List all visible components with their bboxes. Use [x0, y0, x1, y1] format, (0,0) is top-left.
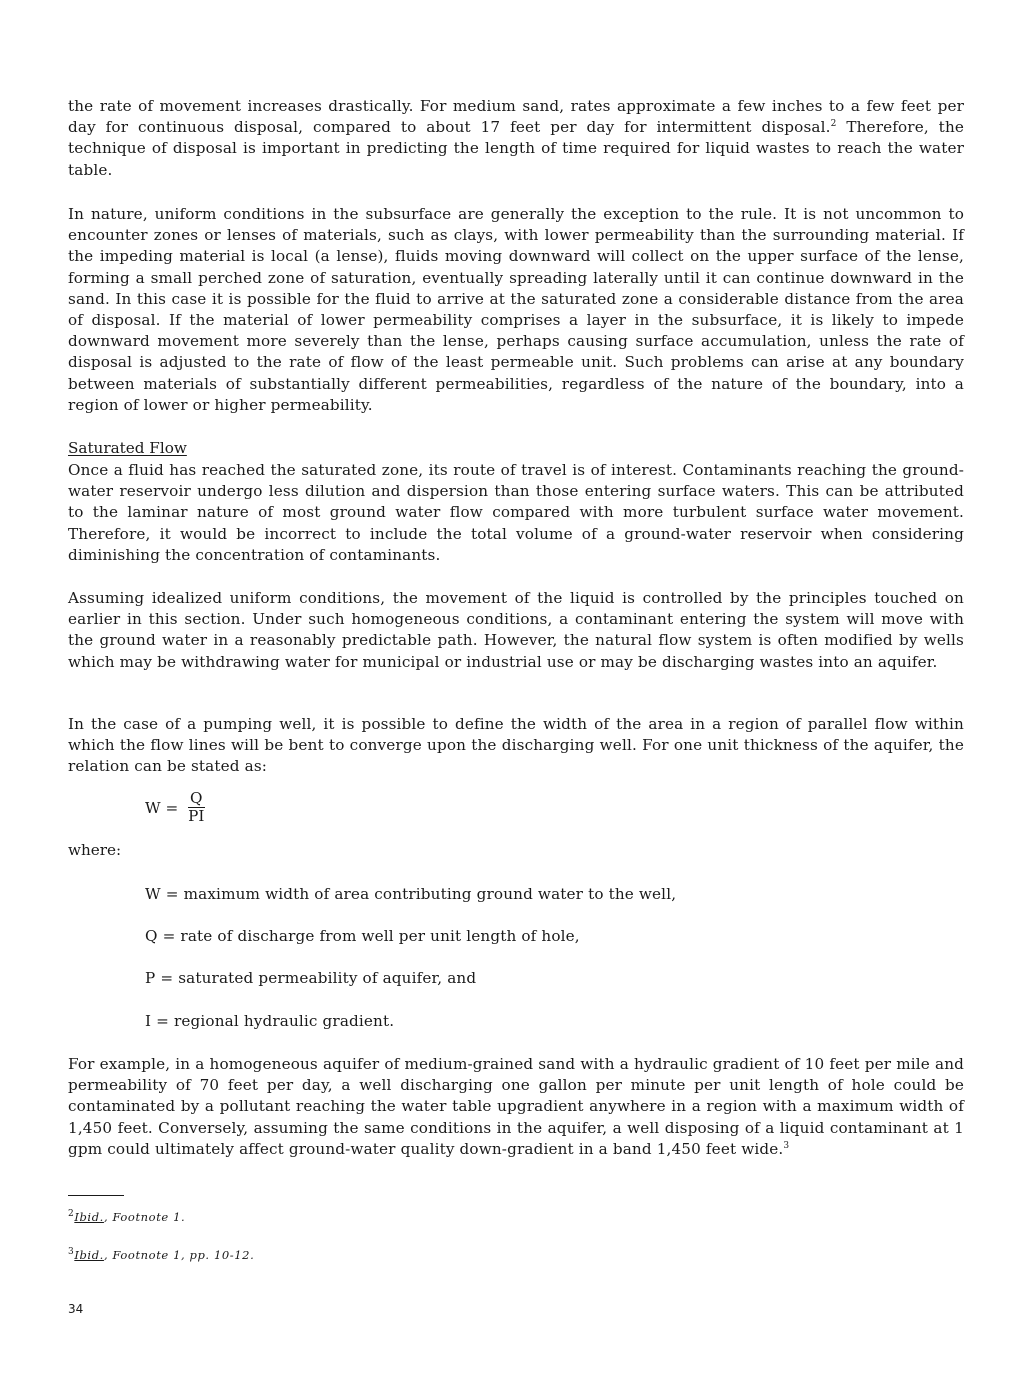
footnote-text: , Footnote 1. — [103, 1210, 186, 1224]
footnote-ibid: Ibid. — [74, 1210, 104, 1224]
footnote-ibid: Ibid. — [74, 1248, 104, 1262]
definition-i: I = regional hydraulic gradient. — [145, 1012, 395, 1030]
formula-fraction — [186, 790, 206, 825]
page-number: 34 — [68, 1302, 84, 1316]
paragraph-uniform-conditions: Assuming idealized uniform conditions, the movement of the liquid is controlled by the principles touched on earlier in this section. Under such homogeneous conditions, a contaminant entering the system will move with the ground water in a reasonably predictable path. However, the natural flow system is often modified by wells which may be withdrawing water for municipal or industrial use or may be discharging wastes into an aquifer. — [68, 589, 964, 671]
section-heading-saturated-flow: Saturated Flow — [68, 439, 187, 457]
footnote-3 — [68, 1248, 254, 1262]
paragraph-pumping-well: In the case of a pumping well, it is possible to define the width of the area in a region of parallel flow within which the flow lines will be bent to converge upon the discharging well. For one unit thickness of the aquifer, the relation can be stated as: — [68, 715, 964, 776]
footnote-2 — [68, 1210, 185, 1224]
formula-lhs: W = — [145, 798, 179, 817]
paragraph-text: Therefore, the technique of disposal is important in predicting the length of time required for liquid wastes to reach the water table. — [68, 118, 965, 179]
definition-w: W = maximum width of area contributing ground water to the well, — [145, 885, 677, 903]
paragraph-example — [68, 1054, 964, 1160]
paragraph-text: the rate of movement increases drastically. For medium sand, rates approximate a few inches to a few feet per day for continuous disposal, compared to about 17 feet per day for intermittent disposal. — [68, 97, 964, 137]
footnote-text: , Footnote 1, pp. 10-12. — [103, 1248, 255, 1262]
footnote-mark: 3 — [68, 1247, 75, 1258]
width-formula — [145, 790, 206, 825]
footnote-divider — [68, 1195, 124, 1196]
definition-q: Q = rate of discharge from well per unit length of hole, — [145, 927, 580, 945]
footnote-ref-3: 3 — [783, 1140, 790, 1151]
formula-numerator: Q — [190, 789, 203, 807]
footnote-mark: 2 — [68, 1209, 75, 1220]
paragraph-saturated-zone: Once a fluid has reached the saturated zone, its route of travel is of interest. Contaminants reaching the ground-water reservoir undergo less dilution and dispersion than those entering surface waters. This can be attributed to the laminar nature of most ground water flow compared with more turbulent surface water movement. Therefore, it would be incorrect to include the total volume of a ground-water reservoir when considering diminishing the concentration of contaminants. — [68, 461, 964, 564]
where-label: where: — [68, 841, 122, 859]
formula-denominator: PI — [188, 807, 205, 825]
footnote-ref-2: 2 — [830, 119, 837, 130]
paragraph-nonuniform-conditions: In nature, uniform conditions in the subsurface are generally the exception to the rule. It is not uncommon to encounter zones or lenses of materials, such as clays, with lower permeability than the surrounding material. If the impeding material is local (a lense), fluids moving downward will collect on the upper surface of the lense, forming a small perched zone of saturation, eventually spreading laterally until it can continue downward in the sand. In this case it is possible for the fluid to arrive at the saturated zone a considerable distance from the area of disposal. If the material of lower permeability comprises a layer in the subsurface, it is likely to impede downward movement more severely than the lense, perhaps causing surface accumulation, unless the rate of disposal is adjusted to the rate of flow of the least permeable unit. Such problems can arise at any boundary between materials of substantially different permeabilities, regardless of the nature of the boundary, into a region of lower or higher permeability. — [68, 205, 964, 414]
paragraph-text: For example, in a homogeneous aquifer of medium-grained sand with a hydraulic gradient of 10 feet per mile and permeability of 70 feet per day, a well discharging one gallon per minute per unit length of hole could be contaminated by a pollutant reaching the water table upgradient anywhere in a region with a maximum width of 1,450 feet. Conversely, assuming the same conditions in the aquifer, a well disposing of a liquid contaminant at 1 gpm could ultimately affect ground-water quality down-gradient in a band 1,450 feet wide. — [68, 1055, 964, 1158]
definition-p: P = saturated permeability of aquifer, and — [145, 969, 477, 987]
paragraph-disposal-rate — [68, 96, 964, 181]
